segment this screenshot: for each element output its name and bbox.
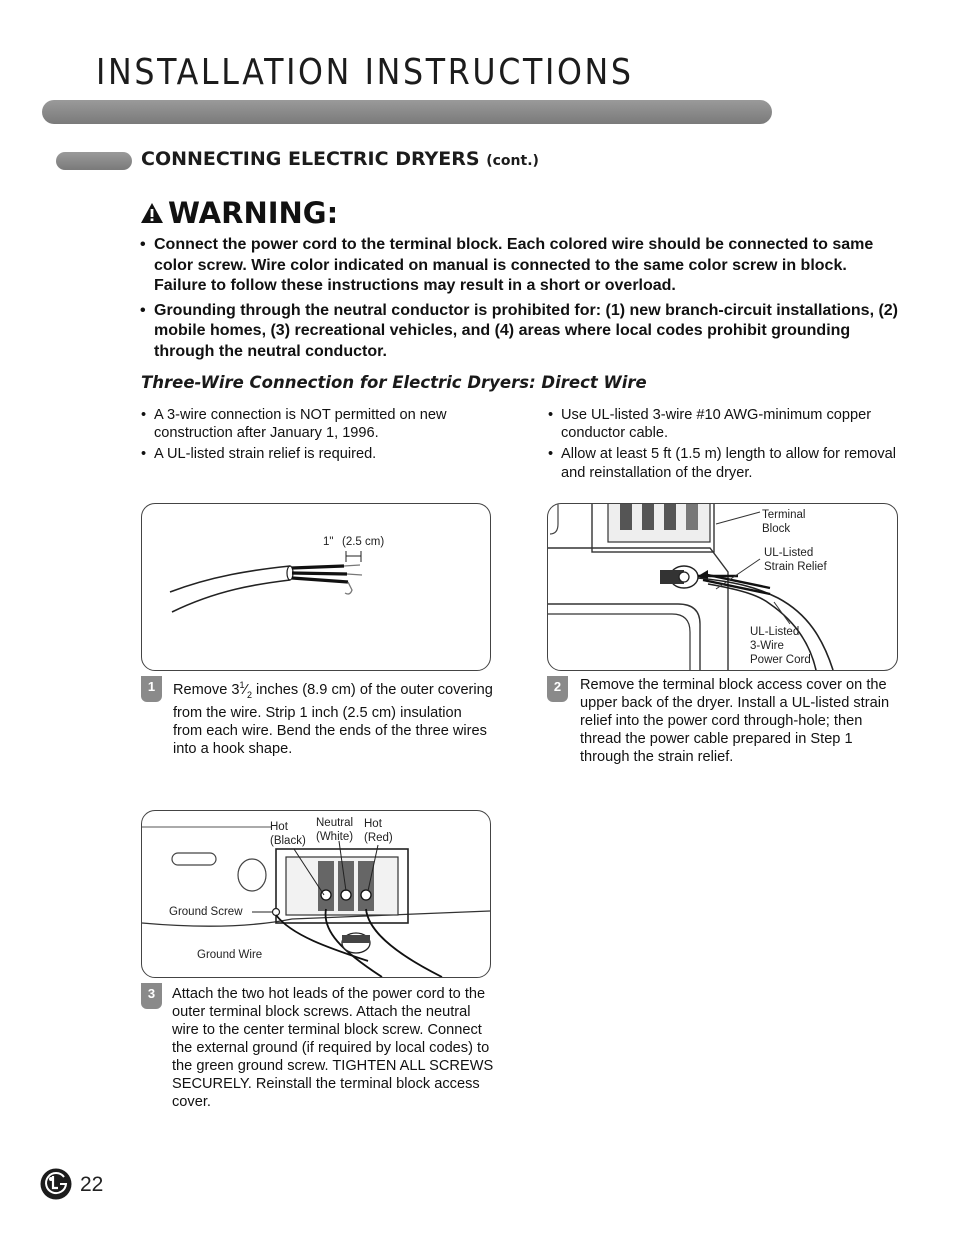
step-2-text: Remove the terminal block access cover on the upper back of the dryer. Install a UL-listed strain relief into the power cord through-hole; then thread the power cable prepared in Step 1 through the strain relief. — [580, 677, 890, 765]
hot-red-label: Hot — [364, 818, 382, 830]
ground-wire-label: Ground Wire — [197, 949, 263, 961]
hot-black-label: (Black) — [270, 835, 306, 847]
requirements-left — [141, 406, 491, 467]
warning-heading — [140, 196, 338, 230]
warning-item: • Grounding through the neutral conductor is prohibited for: (1) new branch-circuit installations, (2) mobile homes, (3) recreational vehicles, and (4) areas where local codes prohibit grounding through the neutral conductor. — [140, 301, 900, 363]
section-pill — [56, 152, 132, 170]
requirement-item: • A 3-wire connection is NOT permitted on new construction after January 1, 1996. — [141, 406, 491, 442]
section-title — [141, 148, 539, 170]
stripped-wire-illustration — [142, 504, 490, 670]
lg-logo-icon — [40, 1168, 72, 1205]
neutral-white-label: Neutral — [316, 817, 354, 829]
warning-list — [140, 235, 900, 366]
step-2-badge: 2 — [547, 676, 568, 702]
requirement-item: • Use UL-listed 3-wire #10 AWG-minimum copper conductor cable. — [548, 406, 908, 442]
step-2-figure — [547, 503, 898, 671]
strain-relief-label: Strain Relief — [764, 561, 827, 573]
terminal-block-label: Block — [762, 523, 791, 535]
step-1-badge: 1 — [141, 676, 162, 702]
strain-relief-illustration — [548, 504, 897, 670]
power-cord-label: 3-Wire — [750, 640, 784, 652]
requirements-right — [548, 406, 908, 485]
section-title-text: CONNECTING ELECTRIC DRYERS — [141, 148, 480, 170]
warning-icon — [140, 202, 164, 224]
subsection-title: Three-Wire Connection for Electric Dryers: Direct Wire — [141, 373, 647, 392]
terminal-wiring-illustration — [142, 811, 490, 977]
page-title: INSTALLATION INSTRUCTIONS — [96, 52, 634, 93]
ground-screw-label: Ground Screw — [169, 906, 243, 918]
requirement-item: • A UL-listed strain relief is required. — [141, 445, 491, 463]
length-metric-label: (2.5 cm) — [342, 536, 385, 548]
warning-item: • Connect the power cord to the terminal block. Each colored wire should be connected to same color screw. Wire color indicated on manual is connected to the same color screw in block. Failure to follow these instructions may result in a short or overload. — [140, 235, 900, 297]
terminal-block-label: Terminal — [762, 509, 806, 521]
power-cord-label: Power Cord — [750, 654, 811, 666]
page-number: 22 — [80, 1173, 104, 1196]
title-bar — [42, 100, 772, 124]
warning-title: WARNING: — [168, 196, 339, 230]
section-title-suffix: (cont.) — [486, 153, 539, 169]
step-1-figure — [141, 503, 491, 671]
power-cord-label: UL-Listed — [750, 626, 800, 638]
requirement-item: • Allow at least 5 ft (1.5 m) length to allow for removal and reinstallation of the dryer. — [548, 445, 908, 481]
step-3-badge: 3 — [141, 983, 162, 1009]
step-3-text: Attach the two hot leads of the power cord to the outer terminal block screws. Attach the neutral wire to the center terminal block screw. Connect the external ground (if required by local codes) to the green ground screw. TIGHTEN ALL SCREWS SECURELY. Reinstall the terminal block access cover. — [172, 986, 494, 1110]
step-1-text: Remove $3^1⁄_2$ inches (8.9 cm) of the outer covering from the wire. Strip 1 inch (2.5 cm) insulation from each wire. Bend the ends of the three wires into a hook shape. — [173, 680, 493, 757]
neutral-white-label: (White) — [316, 831, 354, 843]
hot-red-label: (Red) — [364, 832, 393, 844]
length-label: 1" — [323, 536, 334, 548]
strain-relief-label: UL-Listed — [764, 547, 814, 559]
hot-black-label: Hot — [270, 821, 288, 833]
step-3-figure — [141, 810, 491, 978]
